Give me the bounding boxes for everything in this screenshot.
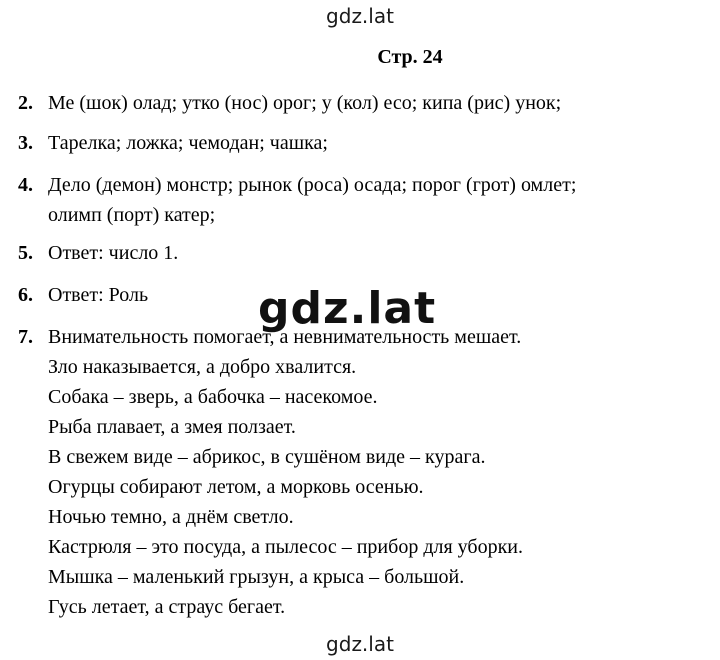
page-title: Стр. 24 [377, 46, 443, 68]
exercise-text [48, 238, 178, 268]
watermark-top: gdz.lat [326, 4, 394, 28]
text-line: Внимательность помогает, а невнимательность мешает. [48, 326, 522, 348]
exercise-number: 7. [18, 326, 33, 348]
text-line: Собака – зверь, а бабочка – насекомое. [48, 386, 378, 408]
text-line: Ночью темно, а днём светло. [48, 506, 294, 528]
text-line: В свежем виде – абрикос, в сушёном виде – курага. [48, 446, 486, 468]
exercise-text [48, 88, 561, 118]
exercise-number: 3. [18, 132, 33, 154]
text-line: Кастрюля – это посуда, а пылесос – прибор для уборки. [48, 536, 523, 558]
watermark-center: gdz.lat [258, 283, 437, 334]
exercise-number: 4. [18, 174, 33, 196]
text-line: Дело (демон) монстр; рынок (роса) осада; порог (грот) омлет; [48, 174, 577, 196]
exercise-number: 5. [18, 242, 33, 264]
text-line: Мышка – маленький грызун, а крыса – большой. [48, 566, 465, 588]
watermark-bottom: gdz.lat [326, 632, 394, 656]
exercise-text [48, 170, 576, 230]
text-line: Рыба плавает, а змея ползает. [48, 416, 296, 438]
text-line: Ответ: число 1. [48, 242, 179, 264]
exercise-text [48, 322, 523, 622]
text-line: Тарелка; ложка; чемодан; чашка; [48, 132, 328, 154]
text-line: Ответ: Роль [48, 284, 149, 306]
exercise-text [48, 128, 328, 158]
text-line: Зло наказывается, а добро хвалится. [48, 356, 357, 378]
text-line: олимп (порт) катер; [48, 204, 216, 226]
text-line: Гусь летает, а страус бегает. [48, 596, 286, 618]
exercise-number: 2. [18, 92, 33, 114]
exercise-number: 6. [18, 284, 33, 306]
exercise-text [48, 280, 148, 310]
text-line: Ме (шок) олад; утко (нос) орог; у (кол) есо; кипа (рис) унок; [48, 92, 562, 114]
text-line: Огурцы собирают летом, а морковь осенью. [48, 476, 424, 498]
